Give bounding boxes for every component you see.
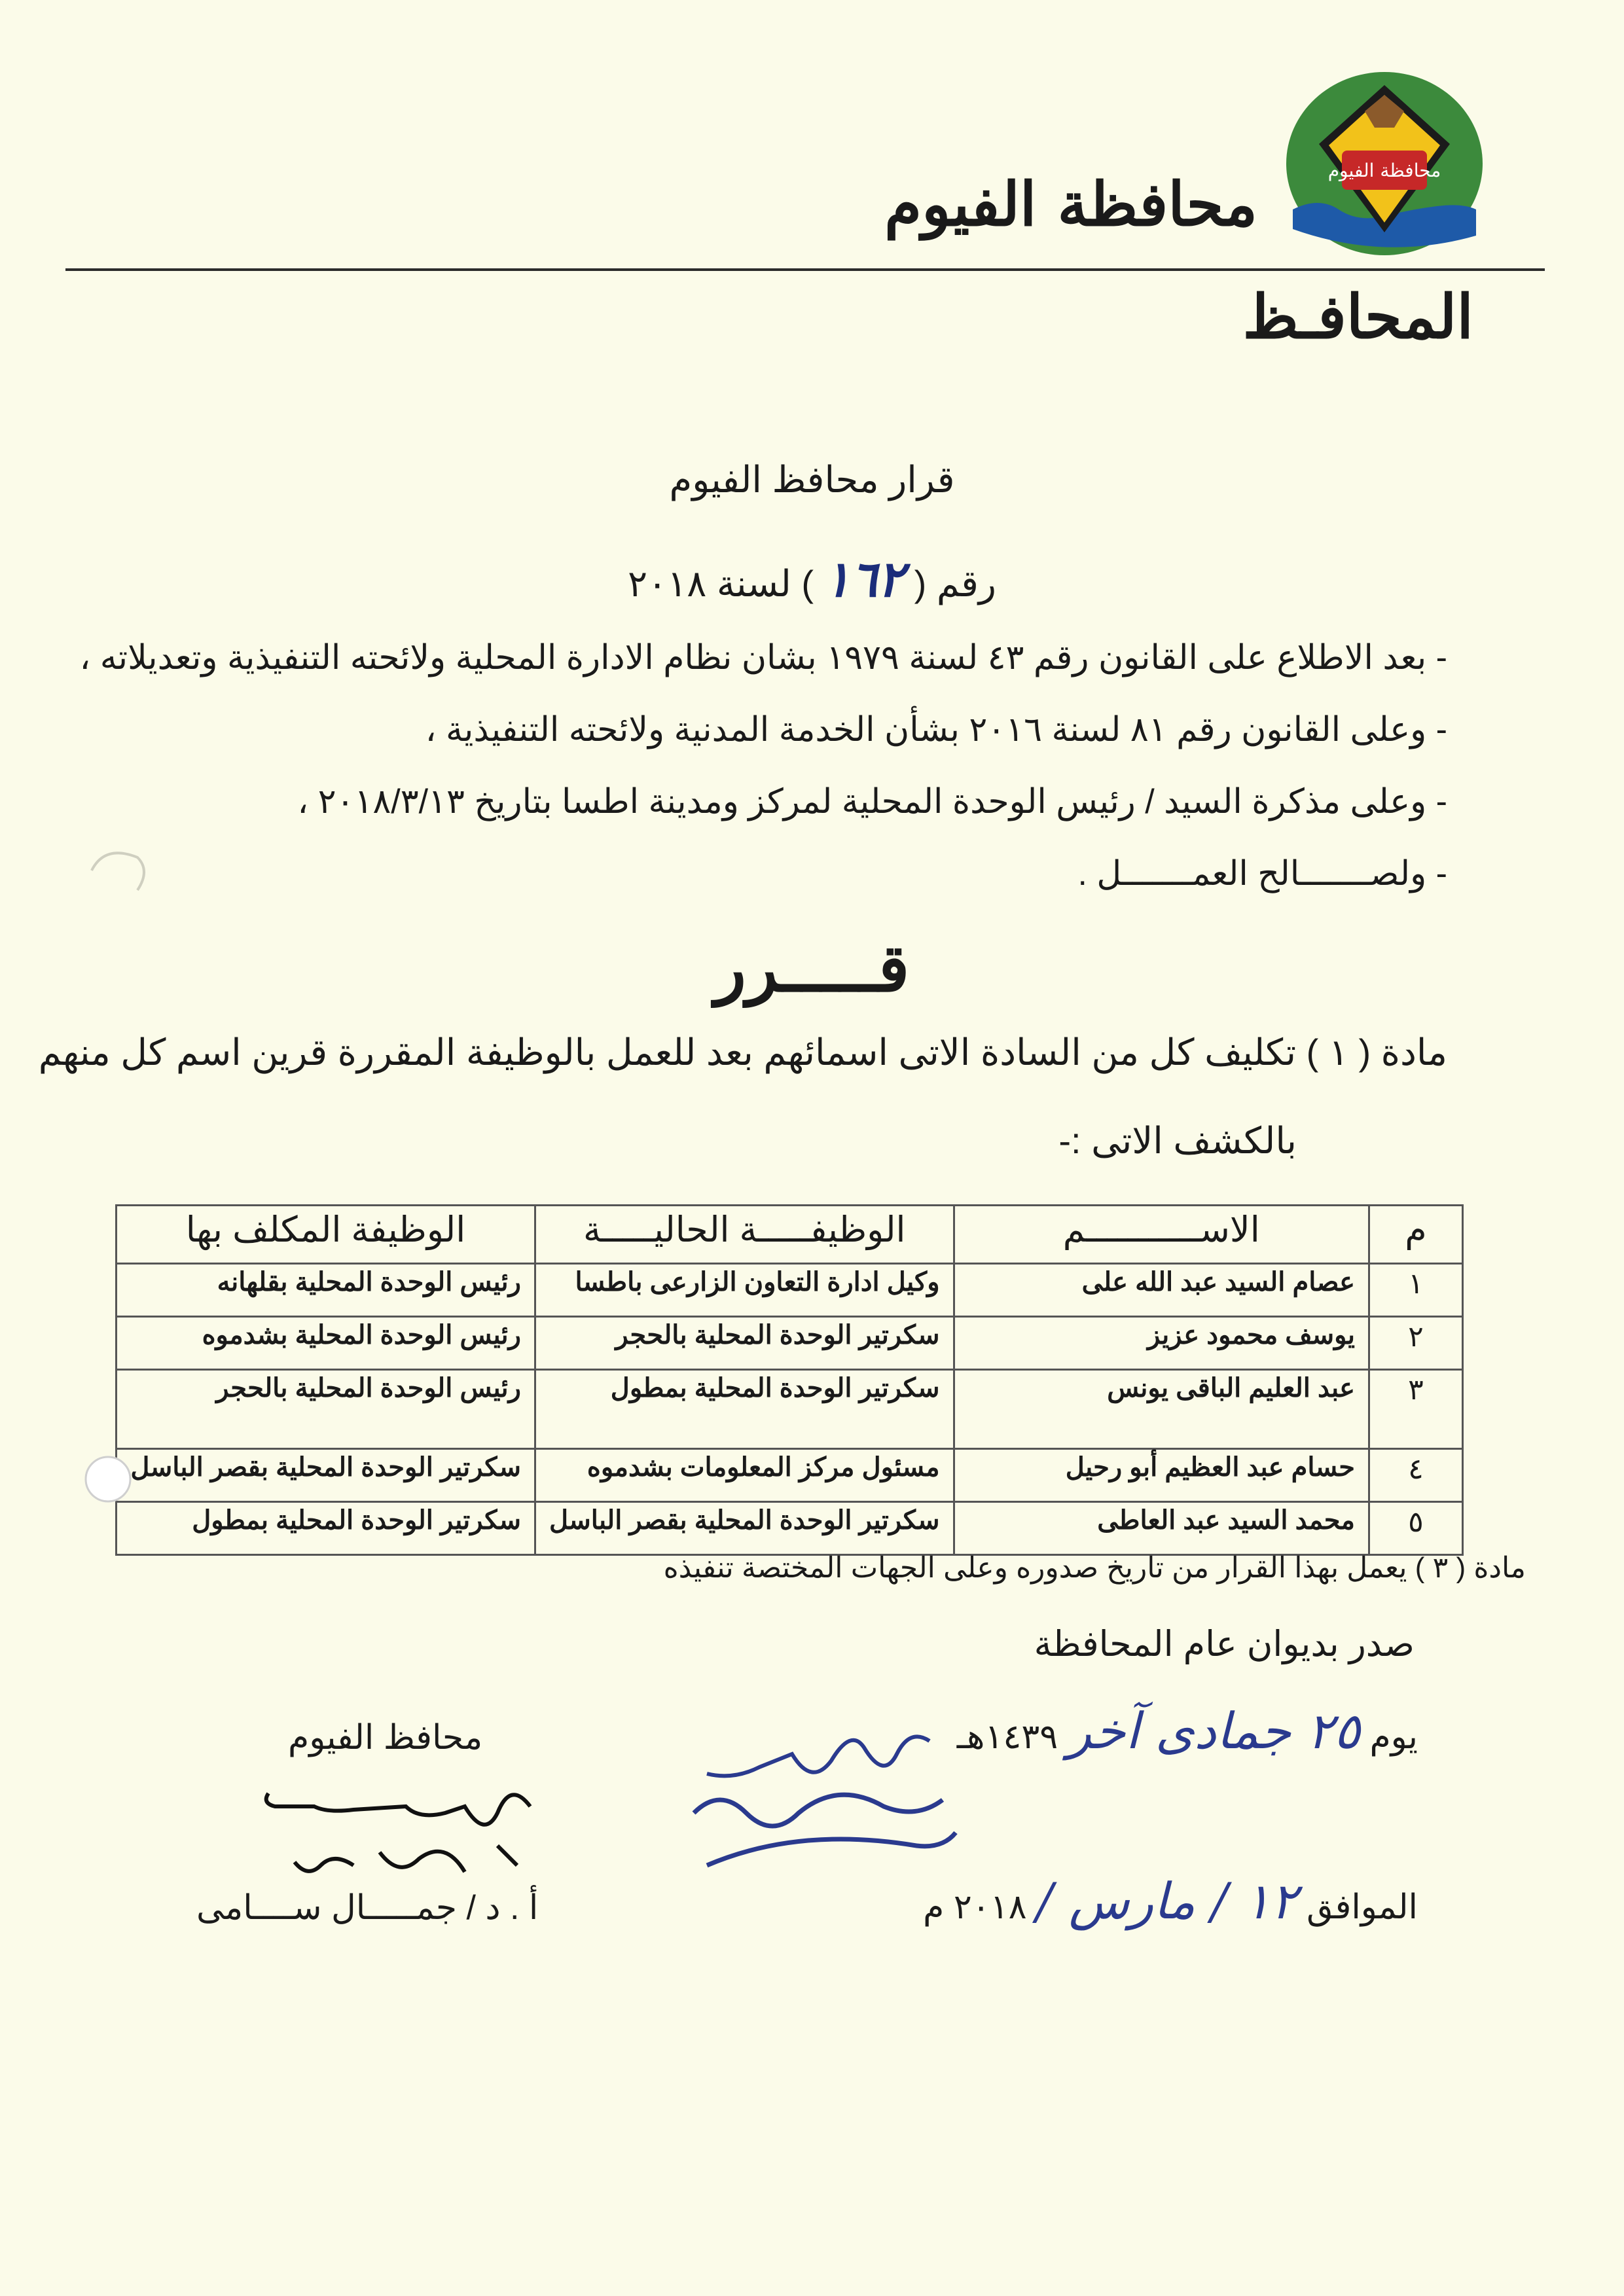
header-index: م (1369, 1206, 1462, 1264)
table-row (117, 1449, 1463, 1502)
secretary-signature (668, 1715, 962, 1885)
punch-hole-mark (79, 831, 157, 910)
table-row (117, 1317, 1463, 1370)
header-divider (65, 268, 1545, 271)
cell-current-job: سكرتير الوحدة المحلية بالحجر (535, 1317, 954, 1370)
cell-name: عصام السيد عبد الله على (954, 1264, 1369, 1317)
cell-assigned-job: سكرتير الوحدة المحلية بمطول (117, 1502, 535, 1555)
cell-name: يوسف محمود عزيز (954, 1317, 1369, 1370)
decree-title: قرار محافظ الفيوم (669, 459, 955, 500)
decree-number-prefix: رقم ( (914, 563, 996, 604)
cell-assigned-job: رئيس الوحدة المحلية بالحجر (117, 1370, 535, 1449)
article-1-line-1: مادة ( ١ ) تكليف كل من السادة الاتى اسمائهم بعد للعمل بالوظيفة المقررة قرين اسم كل منهم (38, 1031, 1447, 1073)
logo-text: محافظة الفيوم (1327, 160, 1441, 181)
cell-assigned-job: سكرتير الوحدة المحلية بقصر الباسل (117, 1449, 535, 1502)
cell-index: ٤ (1369, 1449, 1462, 1502)
cell-index: ٥ (1369, 1502, 1462, 1555)
assignments-table (115, 1204, 1464, 1556)
cell-name: محمد السيد عبد العاطى (954, 1502, 1369, 1555)
decree-number-suffix: ) لسنة ٢٠١٨ (628, 563, 814, 604)
table-row (117, 1264, 1463, 1317)
cell-index: ٢ (1369, 1317, 1462, 1370)
preamble-line: - وعلى مذكرة السيد / رئيس الوحدة المحلية لمركز ومدينة اطسا بتاريخ ٢٠١٨/٣/١٣ ، (297, 783, 1447, 821)
cell-assigned-job: رئيس الوحدة المحلية بقلهانه (117, 1264, 535, 1317)
hijri-date-handwritten: ٢٥ جمادى آخر (1067, 1702, 1361, 1760)
decided-heading: قـــــرر (714, 929, 910, 1007)
table-header-row (117, 1206, 1463, 1264)
table-row (117, 1370, 1463, 1449)
table-row (117, 1502, 1463, 1555)
cell-assigned-job: رئيس الوحدة المحلية بشدموه (117, 1317, 535, 1370)
punch-hole-mark (82, 1453, 134, 1505)
preamble-line: - ولصـــــــالح العمـــــــل . (1077, 855, 1447, 893)
header-assigned-job: الوظيفة المكلف بها (117, 1206, 535, 1264)
cell-index: ١ (1369, 1264, 1462, 1317)
cell-current-job: سكرتير الوحدة المحلية بقصر الباسل (535, 1502, 954, 1555)
article-1-line-2: بالكشف الاتى :- (1058, 1120, 1297, 1161)
hijri-date-label: يوم (1369, 1718, 1418, 1756)
gregorian-date-year: ٢٠١٨ م (923, 1888, 1027, 1926)
cell-name: حسام عبد العظيم أبو رحيل (954, 1449, 1369, 1502)
governorate-logo (1280, 65, 1489, 262)
hijri-date (957, 1702, 1418, 1760)
office-title: المحافـظ (1242, 281, 1473, 352)
signatory-title: محافظ الفيوم (288, 1719, 483, 1757)
cell-name: عبد العليم الباقى يونس (954, 1370, 1369, 1449)
preamble-line: - بعد الاطلاع على القانون رقم ٤٣ لسنة ١٩٧٩ بشان نظام الادارة المحلية ولائحته التنفيذية وتعديلاته ، (79, 639, 1447, 677)
article-3: مادة ( ٣ ) يعمل بهذا القرار من تاريخ صدوره وعلى الجهات المختصة تنفيذه (663, 1552, 1526, 1584)
cell-current-job: سكرتير الوحدة المحلية بمطول (535, 1370, 954, 1449)
governorate-name: محافظة الفيوم (884, 169, 1257, 240)
hijri-date-year: ١٤٣٩هـ (956, 1718, 1058, 1756)
gregorian-date (923, 1872, 1418, 1930)
gregorian-date-handwritten: ١٢ / مارس / (1036, 1872, 1297, 1930)
issued-at: صدر بديوان عام المحافظة (1034, 1624, 1415, 1664)
preamble-line: - وعلى القانون رقم ٨١ لسنة ٢٠١٦ بشأن الخدمة المدنية ولائحته التنفيذية ، (425, 711, 1447, 749)
cell-current-job: وكيل ادارة التعاون الزارعى باطسا (535, 1264, 954, 1317)
governor-signature (249, 1767, 550, 1885)
cell-current-job: مسئول مركز المعلومات بشدموه (535, 1449, 954, 1502)
signatory-name: أ . د / جمـــــال ســــامى (196, 1889, 539, 1927)
decree-number (0, 550, 1624, 608)
gregorian-date-label: الموافق (1307, 1888, 1418, 1926)
decree-number-handwritten: ١٦٢ (823, 550, 905, 608)
cell-index: ٣ (1369, 1370, 1462, 1449)
header-current-job: الوظيفـــــة الحاليـــــة (535, 1206, 954, 1264)
header-name: الاســـــــــــم (954, 1206, 1369, 1264)
